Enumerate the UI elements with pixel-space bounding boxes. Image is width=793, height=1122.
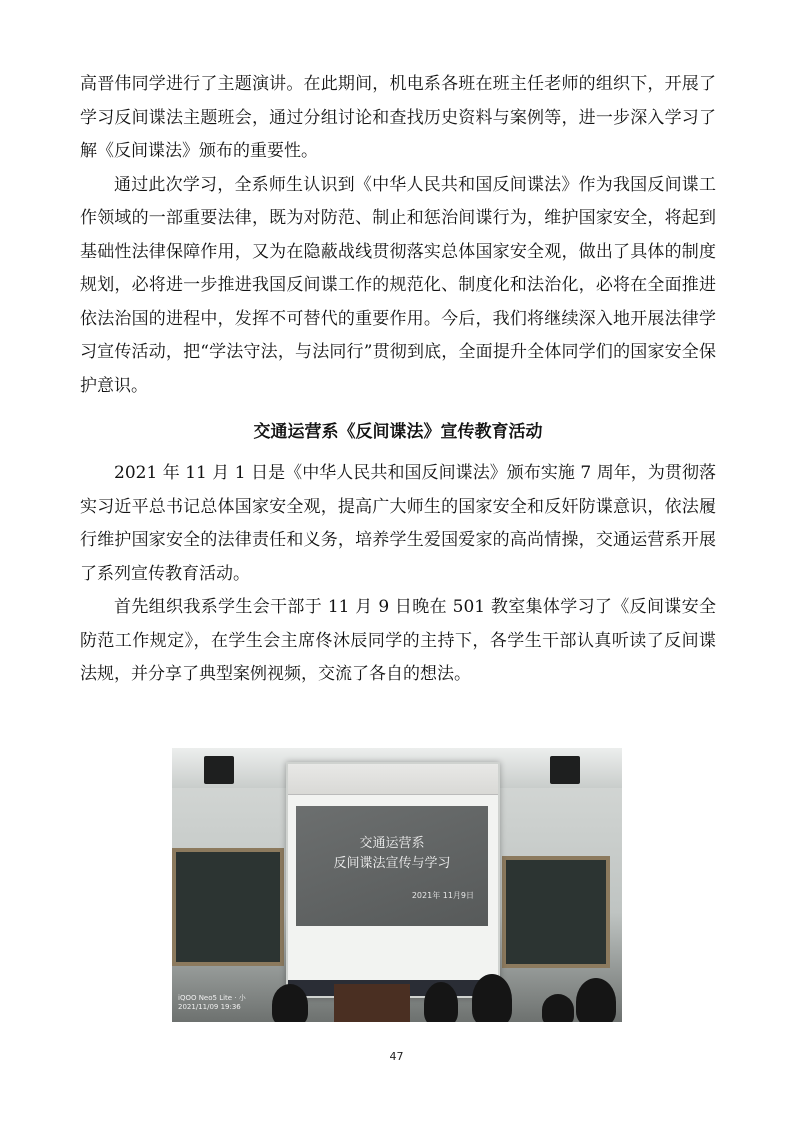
student-head <box>472 974 512 1022</box>
slide-date: 2021年 11月9日 <box>411 891 474 900</box>
podium <box>334 984 410 1022</box>
watermark-timestamp: 2021/11/09 19:36 <box>178 1003 241 1011</box>
classroom-photo <box>172 748 622 1022</box>
section-title: 交通运营系《反间谍法》宣传教育活动 <box>253 422 543 442</box>
speaker-left <box>204 756 234 784</box>
paragraph-2: 通过此次学习，全系师生认识到《中华人民共和国反间谍法》作为我国反间谍工作领域的一部重要法律，既为对防范、制止和惩治间谍行为，维护国家安全，将起到基础性法律保障作用，又为在隐蔽战线贯彻落实总体国家安全观，做出了具体的制度规划，必将进一步推进我国反间谍工作的规范化、制度化和法治化，必将在全面推进依法治国的进程中，发挥不可替代的重要作用。今后，我们将继续深入地开展法律学习宣传活动，把“学法守法，与法同行”贯彻到底，全面提升全体同学们的国家安全保护意识。 <box>80 174 716 396</box>
page-number: 47 <box>389 1050 404 1063</box>
projector-screen <box>286 762 500 998</box>
software-toolbar <box>288 764 498 795</box>
blackboard-right <box>502 856 610 968</box>
student-head <box>272 984 308 1022</box>
speaker-right <box>550 756 580 784</box>
student-head <box>542 994 574 1022</box>
document-body <box>80 68 716 692</box>
paragraph-1: 高晋伟同学进行了主题演讲。在此期间，机电系各班在班主任老师的组织下，开展了学习反间谍法主题班会，通过分组讨论和查找历史资料与案例等，进一步深入学习了解《反间谍法》颁布的重要性。 <box>80 74 716 161</box>
watermark-device: iQOO Neo5 Lite · 小 <box>178 994 246 1002</box>
presentation-slide <box>296 806 488 926</box>
student-head <box>424 982 458 1022</box>
camera-watermark <box>178 994 246 1012</box>
paragraph-4: 首先组织我系学生会干部于 11 月 9 日晚在 501 教室集体学习了《反间谍安全防范工作规定》，在学生会主席佟沐辰同学的主持下，各学生干部认真听读了反间谍法规，并分享了典型案例视频，交流了各自的想法。 <box>80 597 716 684</box>
blackboard-left <box>172 848 284 966</box>
slide-title-line2: 反间谍法宣传与学习 <box>333 856 451 871</box>
slide-title-line1: 交通运营系 <box>359 836 425 851</box>
student-head <box>576 978 616 1022</box>
paragraph-3: 2021 年 11 月 1 日是《中华人民共和国反间谍法》颁布实施 7 周年，为贯彻落实习近平总书记总体国家安全观，提高广大师生的国家安全和反奸防谍意识，依法履行维护国家安全的法律责任和义务，培养学生爱国爱家的高尚情操，交通运营系开展了系列宣传教育活动。 <box>80 463 716 584</box>
